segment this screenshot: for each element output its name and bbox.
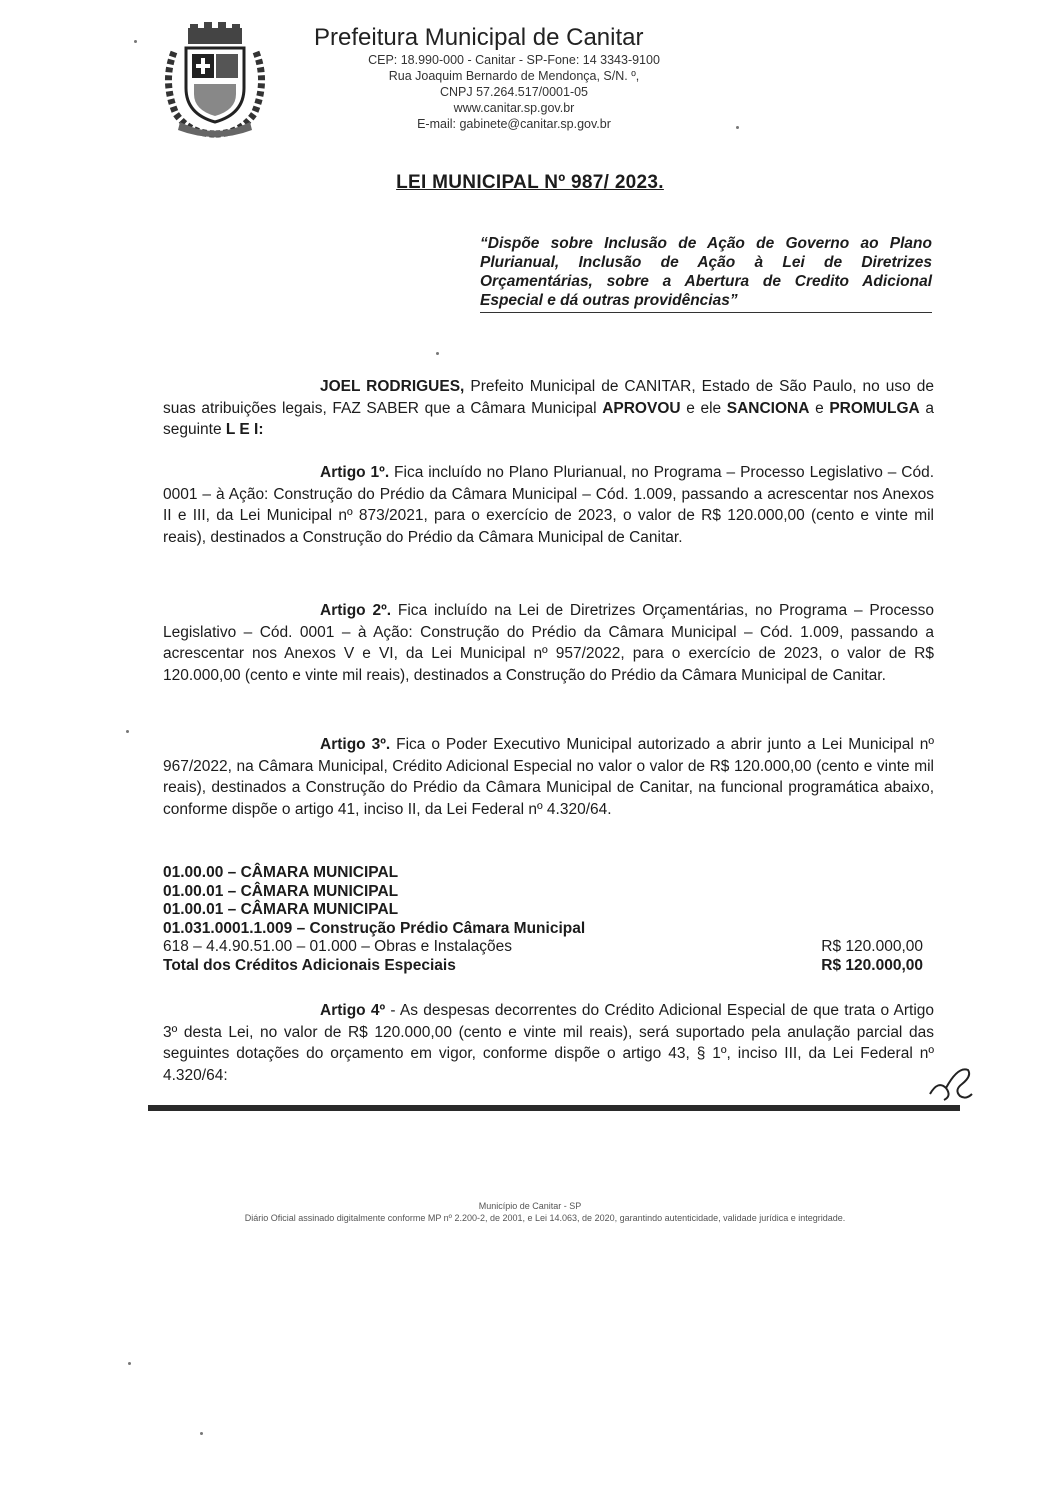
article-label: Artigo 1º. (320, 464, 390, 481)
header-website: www.canitar.sp.gov.br (453, 101, 575, 115)
budget-line: 01.00.01 – CÂMARA MUNICIPAL (163, 901, 399, 918)
budget-total-row (163, 957, 923, 976)
article-label: Artigo 4º (320, 1002, 386, 1019)
article-label: Artigo 2º. (320, 602, 392, 619)
preamble-approved: APROVOU (602, 399, 681, 417)
preamble (163, 376, 934, 441)
scan-speck (736, 126, 739, 129)
preamble-text: e (809, 399, 830, 417)
preamble-text: Prefeito Municipal de CANITAR, Estado de São Paulo, no uso de suas atribuições legais, FAZ SABER que a Câmara Municipal (163, 378, 934, 417)
scan-speck (134, 40, 137, 43)
header-contact-info (314, 52, 714, 132)
budget-total-label: Total dos Créditos Adicionais Especiais (163, 956, 456, 974)
article-text: Fica o Poder Executivo Municipal autorizado a abrir junto a Lei Municipal nº 967/2022, na Câmara Municipal, Crédito Adicional Especial no valor o valor de R$ 120.000,00 (cento e vinte mil reais), destinados a Construção do Prédio da Câmara Municipal de Canitar, na funcional programática abaixo, conforme dispõe o artigo 41, inciso II, da Lei Federal nº 4.320/64. (163, 736, 935, 818)
scan-speck (128, 1362, 131, 1365)
law-summary: “Dispõe sobre Inclusão de Ação de Governo ao Plano Plurianual, Inclusão de Ação à Lei de Diretrizes Orçamentárias, sobre a Abertura de Credito Adicional Especial e dá outras providências” (480, 234, 932, 313)
header-address-cep: CEP: 18.990-000 - Canitar - SP-Fone: 14 3343-9100 (368, 53, 660, 67)
header-address-street: Rua Joaquim Bernardo de Mendonça, S/N. º, (388, 69, 640, 83)
budget-line: 01.00.00 – CÂMARA MUNICIPAL (163, 864, 399, 881)
header-cnpj: CNPJ 57.264.517/0001-05 (439, 85, 589, 99)
footer-municipality: Município de Canitar - SP (478, 1201, 582, 1211)
municipality-name: Prefeitura Municipal de Canitar (314, 24, 644, 51)
article-3 (163, 734, 934, 820)
budget-total-value: R$ 120.000,00 (821, 956, 923, 974)
page-divider-bar (148, 1105, 960, 1111)
article-2 (163, 600, 934, 686)
law-title: LEI MUNICIPAL Nº 987/ 2023. (396, 172, 664, 193)
budget-line: 01.031.0001.1.009 – Construção Prédio Câmara Municipal (163, 919, 586, 937)
budget-item-label: 618 – 4.4.90.51.00 – 01.000 – Obras e Instalações (163, 938, 513, 955)
article-4 (163, 1000, 934, 1086)
municipal-coat-of-arms-icon (160, 22, 270, 140)
budget-line: 01.00.01 – CÂMARA MUNICIPAL (163, 882, 399, 900)
preamble-lei: L E I: (225, 421, 264, 438)
scan-speck (200, 1432, 203, 1435)
budget-item-row (163, 938, 923, 957)
footer-digital-signature-notice: Diário Oficial assinado digitalmente conforme MP nº 2.200-2, de 2001, e Lei 14.063, de 2020, garantindo autenticidade, validade jurídica e integridade. (244, 1213, 846, 1223)
article-text: Fica incluído na Lei de Diretrizes Orçamentárias, no Programa – Processo Legislativo – Cód. 0001 – à Ação: Construção do Prédio da Câmara Municipal – Cód. 1.009, passando a acrescentar nos Anexos V e VI, da Lei Municipal nº 957/2022, para o exercício de 2023, o valor de R$ 120.000,00 (cento e vinte mil reais), destinados a Construção do Prédio da Câmara Municipal de Canitar. (163, 602, 935, 684)
page-footer (0, 1200, 1060, 1224)
scan-speck (126, 730, 129, 733)
preamble-sanctions: SANCIONA (726, 399, 810, 417)
preamble-text: a seguinte (163, 399, 934, 438)
budget-item-value: R$ 120.000,00 (821, 938, 923, 955)
preamble-promulgates: PROMULGA (829, 399, 920, 417)
article-text: Fica incluído no Plano Plurianual, no Programa – Processo Legislativo – Cód. 0001 – à Ação: Construção do Prédio da Câmara Municipal – Cód. 1.009, passando a acrescentar nos Anexos II e III, da Lei Municipal nº 873/2021, para o exercício de 2023, o valor de R$ 120.000,00 (cento e vinte mil reais), destinados a Construção do Prédio da Câmara Municipal de Canitar. (163, 464, 935, 546)
handwritten-initials-icon (924, 1060, 974, 1104)
article-1 (163, 462, 934, 548)
budget-allocation-table (163, 864, 923, 975)
article-text: - As despesas decorrentes do Crédito Adicional Especial de que trata o Artigo 3º desta Lei, no valor de R$ 120.000,00 (cento e vinte mil reais), será suportado pela anulação parcial das seguintes dotações do orçamento em vigor, conforme dispõe o artigo 43, § 1º, inciso III, da Lei Federal nº 4.320/64: (163, 1002, 935, 1084)
scan-speck (436, 352, 439, 355)
header-email: E-mail: gabinete@canitar.sp.gov.br (417, 117, 611, 131)
article-label: Artigo 3º. (320, 736, 391, 753)
mayor-name: JOEL RODRIGUES, (320, 378, 465, 395)
preamble-text: e ele (680, 399, 727, 417)
